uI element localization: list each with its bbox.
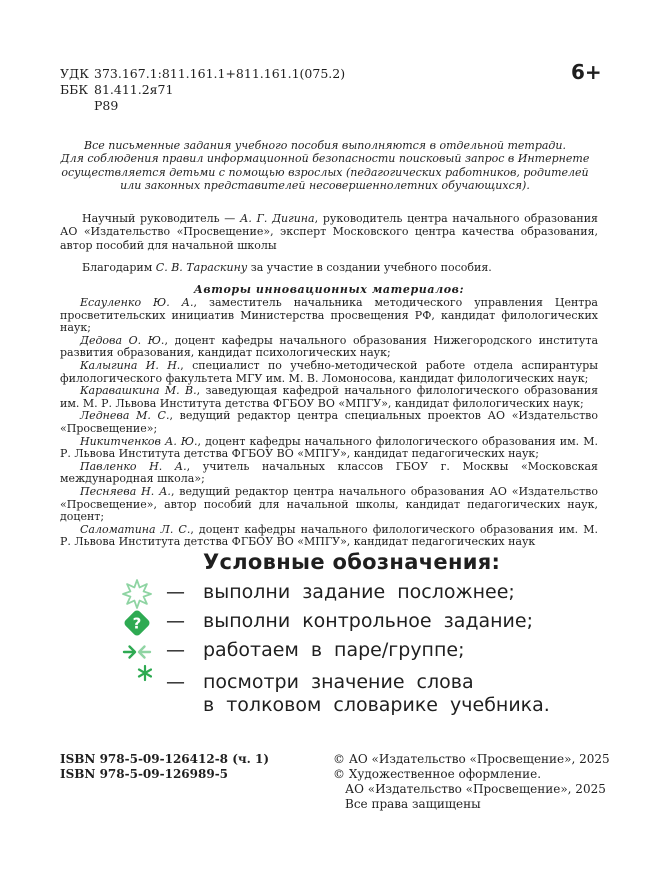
legend-text: работаем в паре/группе;	[203, 639, 465, 661]
bbk-value: 81.411.2я71	[94, 82, 174, 97]
authors-list	[60, 297, 598, 549]
author-name: Никитченков А. Ю.	[80, 434, 198, 448]
legend-dash: —	[166, 671, 185, 693]
author-name: Песняева Н. А.	[80, 484, 171, 498]
copyright-line: АО «Издательство «Просвещение», 2025	[345, 782, 606, 796]
legend-title: Условные обозначения:	[203, 550, 501, 574]
author-entry	[60, 486, 598, 524]
author-entry	[60, 335, 598, 360]
author-name: Калыгина И. Н.	[80, 358, 181, 372]
author-name: Павленко Н. А.	[80, 459, 187, 473]
authors-title: Авторы инновационных материалов:	[193, 283, 465, 296]
supervisor-description: , руководитель центра начального образования АО «Издательство «Просвещение», эксперт Московского центра качества образования, автор пособий для начальной школы	[60, 212, 598, 252]
thanks-paragraph	[60, 261, 598, 274]
notice-line: Все письменные задания учебного пособия выполняются в отдельной тетради.	[84, 139, 566, 152]
supervisor-name: А. Г. Дигина	[240, 212, 315, 225]
author-description: , доцент кафедры начального филологического образования им. М. Р. Львова Института детства ФГБОУ ВО «МПГУ», кандидат педагогических наук;	[60, 434, 598, 461]
svg-text:?: ?	[132, 614, 142, 633]
thanks-description: за участие в создании учебного пособия.	[247, 261, 492, 274]
author-entry	[60, 524, 598, 549]
legend-dash: —	[166, 639, 185, 661]
isbn-line: ISBN 978-5-09-126989-5	[60, 767, 229, 781]
notice-line: осуществляется детьми с помощью взрослых (педагогических работников, родителей	[61, 165, 589, 179]
author-entry	[60, 461, 598, 486]
question-diamond-icon	[122, 608, 152, 638]
supervisor-prefix: Научный руководитель —	[82, 212, 241, 225]
bbk-label: ББК	[60, 82, 89, 97]
legend-text: посмотри значение слова	[203, 671, 474, 693]
author-entry	[60, 360, 598, 385]
udk-label: УДК	[60, 66, 89, 81]
legend-text: выполни задание посложнее;	[203, 581, 515, 603]
notice-line: Для соблюдения правил информационной безопасности поисковый запрос в Интернете	[60, 152, 590, 166]
author-description: , ведущий редактор центра начального образования АО «Издательство «Просвещение», автор пособий для начальной школы, кандидат педагогических наук, доцент;	[60, 484, 598, 524]
author-description: , заведующая кафедрой начального филологического образования им. М. Р. Львова Института детства ФГБОУ ВО «МПГУ», кандидат филологических наук;	[60, 384, 599, 410]
author-description: , ведущий редактор центра специальных проектов АО «Издательство «Просвещение»;	[60, 409, 598, 435]
author-name: Леднева М. С.	[80, 409, 170, 423]
bbk-row	[60, 82, 345, 98]
classification-block	[60, 66, 345, 114]
legend-dash: —	[166, 610, 185, 632]
legend-text-continuation: в толковом словарике учебника.	[203, 694, 550, 716]
author-description: , доцент кафедры начального филологического образования им. М. Р. Львова Института детства ФГБОУ ВО «МПГУ», кандидат педагогических наук	[60, 522, 598, 549]
copyright-block	[333, 752, 610, 812]
author-entry	[60, 385, 598, 410]
copyright-line: © АО «Издательство «Просвещение», 2025	[333, 752, 610, 766]
author-mark: Р89	[94, 98, 119, 113]
safety-notice	[60, 139, 590, 192]
star-burst-icon	[122, 579, 152, 609]
asterisk-icon	[122, 663, 152, 693]
isbn-block	[60, 752, 269, 782]
author-entry	[60, 410, 598, 435]
copyright-line: © Художественное оформление.	[333, 767, 542, 781]
author-name: Саломатина Л. С.	[80, 522, 191, 536]
isbn-line: ISBN 978-5-09-126412-8 (ч. 1)	[60, 752, 270, 766]
author-description: , учитель начальных классов ГБОУ г. Москвы «Московская международная школа»;	[60, 459, 598, 486]
author-name: Есауленко Ю. А.	[80, 296, 194, 309]
udk-value: 373.167.1:811.161.1+811.161.1(075.2)	[94, 66, 346, 81]
age-rating: 6+	[571, 60, 602, 84]
udk-row	[60, 66, 345, 82]
author-name: Дедова О. Ю.	[80, 333, 165, 347]
notice-line: или законных представителей несовершеннолетних обучающихся).	[120, 178, 530, 192]
supervisor-paragraph	[60, 212, 598, 252]
author-entry	[60, 297, 598, 335]
author-description: , заместитель начальника методического управления Центра просветительских инициатив Министерства просвещения РФ, кандидат филологических наук;	[60, 296, 598, 335]
thanks-prefix: Благодарим	[82, 261, 156, 274]
author-description: , специалист по учебно-методической работе отдела аспирантуры филологического факультета МГУ им. М. В. Ломоносова, кандидат филологических наук;	[60, 358, 598, 385]
legend-dash: —	[166, 581, 185, 603]
thanks-name: С. В. Тараскину	[155, 261, 248, 274]
author-entry	[60, 436, 598, 461]
author-description: , доцент кафедры начального образования Нижегородского института развития образования, кандидат психологических наук;	[60, 333, 599, 360]
legend-text: выполни контрольное задание;	[203, 610, 533, 632]
author-name: Каравашкина М. В.	[80, 384, 197, 398]
author-mark-row	[60, 98, 345, 114]
copyright-line: Все права защищены	[345, 797, 481, 811]
